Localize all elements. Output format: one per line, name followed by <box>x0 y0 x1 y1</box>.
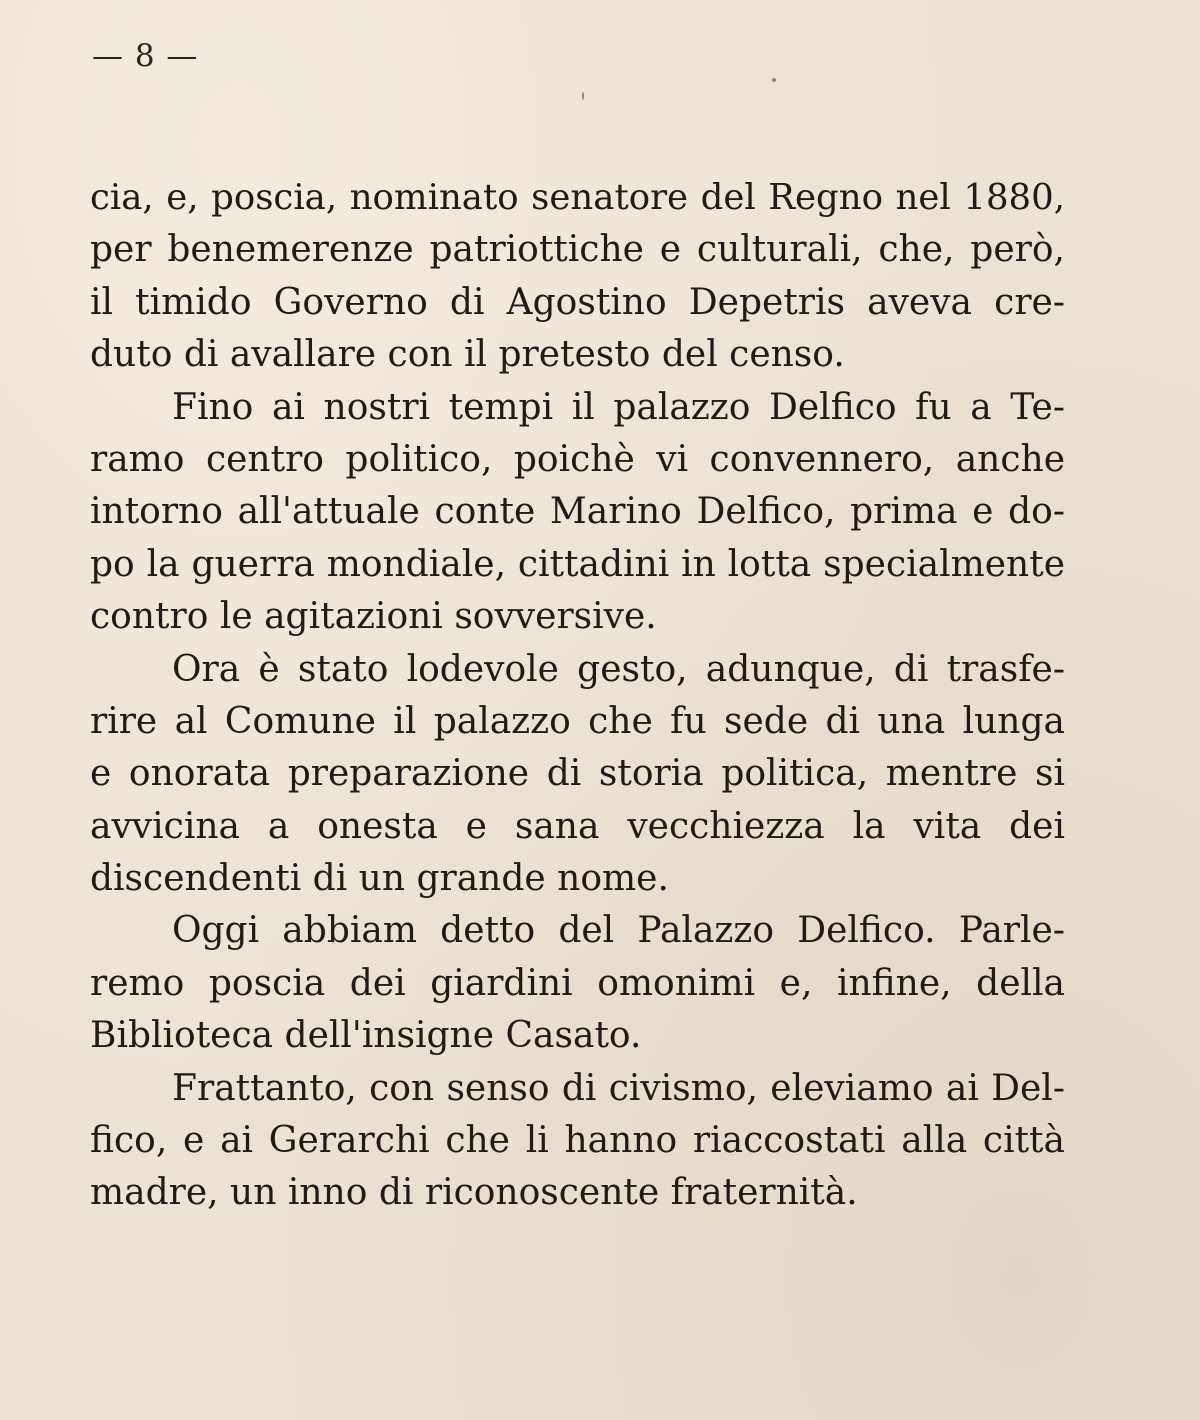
text-line: Oggi abbiam detto del Palazzo Delfico. Parle- <box>172 910 1065 952</box>
text-line: Frattanto, con senso di civismo, eleviamo ai Del- <box>172 1067 1065 1109</box>
page-number: — 8 — <box>92 38 199 74</box>
text-line: fico, e ai Gerarchi che li hanno riaccostati alla città <box>90 1120 1065 1162</box>
text-line: Fino ai nostri tempi il palazzo Delfico fu a Te- <box>172 386 1065 428</box>
text-line: cia, e, poscia, nominato senatore del Regno nel 1880, <box>90 177 1065 218</box>
text-line: discendenti di un grande nome. <box>90 858 669 900</box>
text-line: il timido Governo di Agostino Depetris aveva cre- <box>90 281 1065 323</box>
text-line: remo poscia dei giardini omonimi e, infine, della <box>90 962 1065 1004</box>
paper-speck <box>582 92 584 100</box>
text-line: per benemerenze patriottiche e culturali, che, però, <box>90 229 1065 271</box>
text-line: contro le agitazioni sovversive. <box>90 596 657 638</box>
text-line: duto di avallare con il pretesto del censo. <box>90 334 845 376</box>
text-line: rire al Comune il palazzo che fu sede di una lunga <box>90 700 1065 742</box>
text-line: Biblioteca dell'insigne Casato. <box>90 1015 642 1057</box>
text-line: Ora è stato lodevole gesto, adunque, di trasfe- <box>172 648 1065 690</box>
body-text <box>90 172 1065 1220</box>
text-line: e onorata preparazione di storia politica, mentre si <box>90 753 1065 795</box>
text-line: po la guerra mondiale, cittadini in lotta specialmente <box>90 543 1065 585</box>
paper-speck <box>772 78 776 82</box>
text-line: intorno all'attuale conte Marino Delfico, prima e do- <box>90 491 1065 533</box>
text-line: madre, un inno di riconoscente fraternità. <box>90 1172 858 1214</box>
text-line: ramo centro politico, poichè vi convennero, anche <box>90 438 1065 480</box>
text-line: avvicina a onesta e sana vecchiezza la vita dei <box>90 805 1065 847</box>
